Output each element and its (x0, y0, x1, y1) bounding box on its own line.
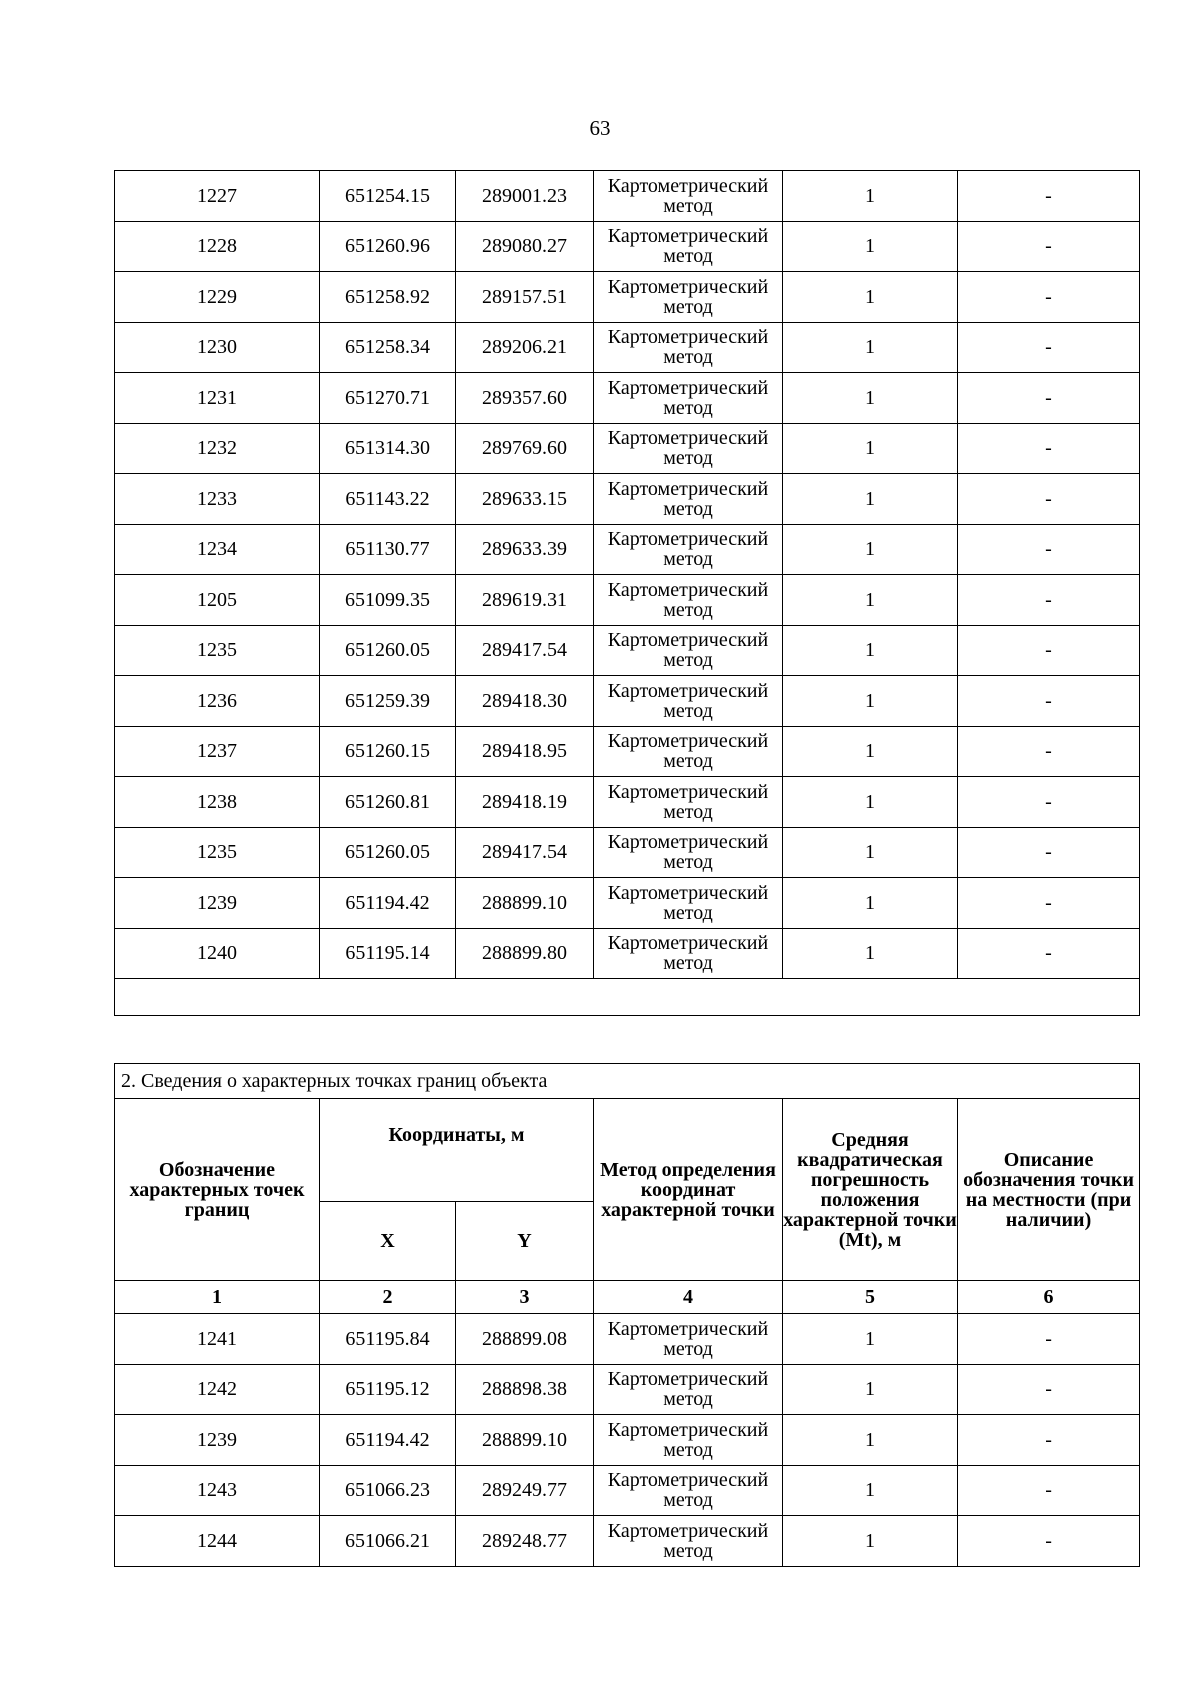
header-method: Метод определения координат характерной точки (594, 1099, 783, 1281)
header-coordinates: Координаты, м (320, 1099, 594, 1202)
method-line-2: метод (663, 1388, 713, 1411)
method-line-1: Картометрический (607, 528, 769, 551)
method-cell (594, 524, 783, 575)
method-cell (594, 171, 783, 222)
method-cell (594, 1465, 783, 1516)
accuracy-cell: 1 (783, 1516, 958, 1567)
table-row (115, 1516, 1140, 1567)
column-number: 3 (456, 1281, 594, 1314)
description-cell: - (958, 726, 1140, 777)
point-id-cell: 1244 (115, 1516, 320, 1567)
table-row (115, 777, 1140, 828)
accuracy-cell: 1 (783, 1364, 958, 1415)
table-caption: 2. Сведения о характерных точках границ объекта (115, 1064, 1140, 1099)
x-coordinate-cell: 651260.81 (320, 777, 456, 828)
table-row (115, 878, 1140, 929)
table-row (115, 726, 1140, 777)
x-coordinate-cell: 651099.35 (320, 575, 456, 626)
method-line-1: Картометрический (607, 932, 769, 955)
method-cell (594, 1314, 783, 1365)
description-cell: - (958, 423, 1140, 474)
boundary-points-table-body (115, 1064, 1140, 1567)
column-numbers-row (115, 1281, 1140, 1314)
method-line-1: Картометрический (607, 225, 769, 248)
empty-cell (115, 979, 1140, 1016)
table-row (115, 1465, 1140, 1516)
x-coordinate-cell: 651194.42 (320, 878, 456, 929)
point-id-cell: 1228 (115, 221, 320, 272)
description-cell: - (958, 1465, 1140, 1516)
y-coordinate-cell: 288899.80 (456, 928, 594, 979)
method-line-2: метод (663, 699, 713, 722)
description-cell: - (958, 1415, 1140, 1466)
header-x: X (320, 1202, 456, 1281)
accuracy-cell: 1 (783, 575, 958, 626)
method-line-2: метод (663, 194, 713, 217)
method-line-1: Картометрический (607, 427, 769, 450)
x-coordinate-cell: 651314.30 (320, 423, 456, 474)
point-id-cell: 1229 (115, 272, 320, 323)
table-row (115, 272, 1140, 323)
table-row (115, 1364, 1140, 1415)
description-cell: - (958, 676, 1140, 727)
table-row (115, 171, 1140, 222)
boundary-points-table (114, 1063, 1140, 1567)
description-cell: - (958, 1364, 1140, 1415)
method-line-1: Картометрический (607, 831, 769, 854)
method-line-2: метод (663, 649, 713, 672)
accuracy-cell: 1 (783, 474, 958, 525)
x-coordinate-cell: 651260.15 (320, 726, 456, 777)
x-coordinate-cell: 651254.15 (320, 171, 456, 222)
description-cell: - (958, 322, 1140, 373)
method-line-2: метод (663, 800, 713, 823)
x-coordinate-cell: 651130.77 (320, 524, 456, 575)
y-coordinate-cell: 289206.21 (456, 322, 594, 373)
column-number: 2 (320, 1281, 456, 1314)
accuracy-cell: 1 (783, 625, 958, 676)
x-coordinate-cell: 651258.92 (320, 272, 456, 323)
table-row (115, 524, 1140, 575)
column-number: 4 (594, 1281, 783, 1314)
x-coordinate-cell: 651260.96 (320, 221, 456, 272)
method-line-1: Картометрический (607, 1418, 769, 1441)
accuracy-cell: 1 (783, 423, 958, 474)
accuracy-cell: 1 (783, 1415, 958, 1466)
y-coordinate-cell: 289417.54 (456, 625, 594, 676)
method-line-1: Картометрический (607, 326, 769, 349)
accuracy-cell: 1 (783, 221, 958, 272)
accuracy-cell: 1 (783, 827, 958, 878)
page-number: 63 (589, 116, 611, 140)
method-line-2: метод (663, 901, 713, 924)
description-cell: - (958, 221, 1140, 272)
x-coordinate-cell: 651194.42 (320, 1415, 456, 1466)
y-coordinate-cell: 288899.08 (456, 1314, 594, 1365)
method-cell (594, 1415, 783, 1466)
y-coordinate-cell: 289633.15 (456, 474, 594, 525)
accuracy-cell: 1 (783, 524, 958, 575)
x-coordinate-cell: 651260.05 (320, 625, 456, 676)
method-line-1: Картометрический (607, 679, 769, 702)
column-number: 1 (115, 1281, 320, 1314)
method-cell (594, 777, 783, 828)
method-cell (594, 322, 783, 373)
y-coordinate-cell: 289001.23 (456, 171, 594, 222)
description-cell: - (958, 474, 1140, 525)
table-row (115, 474, 1140, 525)
method-line-1: Картометрический (607, 174, 769, 197)
method-cell (594, 575, 783, 626)
description-cell: - (958, 777, 1140, 828)
table-row (115, 1314, 1140, 1365)
header-point-designation: Обозначение характерных точек границ (115, 1099, 320, 1281)
table-row (115, 373, 1140, 424)
accuracy-cell: 1 (783, 322, 958, 373)
method-line-1: Картометрический (607, 376, 769, 399)
method-cell (594, 373, 783, 424)
x-coordinate-cell: 651195.84 (320, 1314, 456, 1365)
y-coordinate-cell: 288899.10 (456, 878, 594, 929)
table-caption-row (115, 1064, 1140, 1099)
x-coordinate-cell: 651270.71 (320, 373, 456, 424)
point-id-cell: 1243 (115, 1465, 320, 1516)
y-coordinate-cell: 289769.60 (456, 423, 594, 474)
method-line-1: Картометрический (607, 629, 769, 652)
y-coordinate-cell: 289249.77 (456, 1465, 594, 1516)
description-cell: - (958, 171, 1140, 222)
point-id-cell: 1235 (115, 827, 320, 878)
method-line-2: метод (663, 346, 713, 369)
point-id-cell: 1232 (115, 423, 320, 474)
y-coordinate-cell: 289418.95 (456, 726, 594, 777)
method-cell (594, 221, 783, 272)
x-coordinate-cell: 651260.05 (320, 827, 456, 878)
y-coordinate-cell: 289418.19 (456, 777, 594, 828)
x-coordinate-cell: 651258.34 (320, 322, 456, 373)
point-id-cell: 1241 (115, 1314, 320, 1365)
method-line-2: метод (663, 1438, 713, 1461)
method-line-2: метод (663, 396, 713, 419)
point-id-cell: 1230 (115, 322, 320, 373)
y-coordinate-cell: 289633.39 (456, 524, 594, 575)
method-cell (594, 1364, 783, 1415)
method-line-1: Картометрический (607, 1317, 769, 1340)
method-line-1: Картометрический (607, 477, 769, 500)
description-cell: - (958, 827, 1140, 878)
point-id-cell: 1227 (115, 171, 320, 222)
method-line-2: метод (663, 295, 713, 318)
point-id-cell: 1237 (115, 726, 320, 777)
method-line-1: Картометрический (607, 780, 769, 803)
y-coordinate-cell: 289357.60 (456, 373, 594, 424)
point-id-cell: 1236 (115, 676, 320, 727)
point-id-cell: 1231 (115, 373, 320, 424)
table-row (115, 221, 1140, 272)
table-row (115, 322, 1140, 373)
accuracy-cell: 1 (783, 272, 958, 323)
method-cell (594, 726, 783, 777)
y-coordinate-cell: 288899.10 (456, 1415, 594, 1466)
description-cell: - (958, 1516, 1140, 1567)
accuracy-cell: 1 (783, 928, 958, 979)
method-line-2: метод (663, 1337, 713, 1360)
description-cell: - (958, 1314, 1140, 1365)
method-cell (594, 1516, 783, 1567)
point-id-cell: 1234 (115, 524, 320, 575)
description-cell: - (958, 373, 1140, 424)
table-row (115, 575, 1140, 626)
y-coordinate-cell: 289080.27 (456, 221, 594, 272)
accuracy-cell: 1 (783, 1465, 958, 1516)
table-row (115, 1415, 1140, 1466)
method-line-1: Картометрический (607, 578, 769, 601)
point-id-cell: 1233 (115, 474, 320, 525)
method-line-1: Картометрический (607, 881, 769, 904)
method-cell (594, 676, 783, 727)
method-line-2: метод (663, 548, 713, 571)
y-coordinate-cell: 289619.31 (456, 575, 594, 626)
table-row (115, 928, 1140, 979)
accuracy-cell: 1 (783, 171, 958, 222)
points-table-continued-body (115, 171, 1140, 1016)
y-coordinate-cell: 289417.54 (456, 827, 594, 878)
description-cell: - (958, 878, 1140, 929)
point-id-cell: 1239 (115, 1415, 320, 1466)
y-coordinate-cell: 289418.30 (456, 676, 594, 727)
method-cell (594, 272, 783, 323)
method-line-1: Картометрический (607, 1519, 769, 1542)
method-line-1: Картометрический (607, 1368, 769, 1391)
table-header-row (115, 1099, 1140, 1202)
header-description: Описание обозначения точки на местности (при наличии) (958, 1099, 1140, 1281)
point-id-cell: 1235 (115, 625, 320, 676)
column-number: 5 (783, 1281, 958, 1314)
accuracy-cell: 1 (783, 1314, 958, 1365)
method-line-2: метод (663, 1489, 713, 1512)
method-line-2: метод (663, 952, 713, 975)
method-cell (594, 474, 783, 525)
method-cell (594, 423, 783, 474)
table-row (115, 625, 1140, 676)
x-coordinate-cell: 651143.22 (320, 474, 456, 525)
accuracy-cell: 1 (783, 373, 958, 424)
description-cell: - (958, 575, 1140, 626)
description-cell: - (958, 625, 1140, 676)
points-table-continued (114, 170, 1140, 1016)
table-row (115, 676, 1140, 727)
method-line-1: Картометрический (607, 275, 769, 298)
x-coordinate-cell: 651066.21 (320, 1516, 456, 1567)
table-row (115, 423, 1140, 474)
empty-row (115, 979, 1140, 1016)
point-id-cell: 1238 (115, 777, 320, 828)
point-id-cell: 1240 (115, 928, 320, 979)
description-cell: - (958, 524, 1140, 575)
accuracy-cell: 1 (783, 726, 958, 777)
x-coordinate-cell: 651195.14 (320, 928, 456, 979)
y-coordinate-cell: 289248.77 (456, 1516, 594, 1567)
method-line-2: метод (663, 245, 713, 268)
accuracy-cell: 1 (783, 777, 958, 828)
point-id-cell: 1239 (115, 878, 320, 929)
method-line-2: метод (663, 497, 713, 520)
point-id-cell: 1205 (115, 575, 320, 626)
column-number: 6 (958, 1281, 1140, 1314)
method-line-2: метод (663, 750, 713, 773)
table-row (115, 827, 1140, 878)
x-coordinate-cell: 651195.12 (320, 1364, 456, 1415)
method-cell (594, 827, 783, 878)
method-cell (594, 928, 783, 979)
header-accuracy: Средняя квадратическая погрешность положения характерной точки (Mt), м (783, 1099, 958, 1281)
description-cell: - (958, 928, 1140, 979)
method-line-2: метод (663, 447, 713, 470)
accuracy-cell: 1 (783, 676, 958, 727)
y-coordinate-cell: 288898.38 (456, 1364, 594, 1415)
x-coordinate-cell: 651259.39 (320, 676, 456, 727)
method-cell (594, 878, 783, 929)
y-coordinate-cell: 289157.51 (456, 272, 594, 323)
method-line-1: Картометрический (607, 1469, 769, 1492)
method-line-1: Картометрический (607, 730, 769, 753)
x-coordinate-cell: 651066.23 (320, 1465, 456, 1516)
point-id-cell: 1242 (115, 1364, 320, 1415)
method-line-2: метод (663, 1539, 713, 1562)
method-cell (594, 625, 783, 676)
method-line-2: метод (663, 598, 713, 621)
header-y: Y (456, 1202, 594, 1281)
description-cell: - (958, 272, 1140, 323)
accuracy-cell: 1 (783, 878, 958, 929)
method-line-2: метод (663, 851, 713, 874)
